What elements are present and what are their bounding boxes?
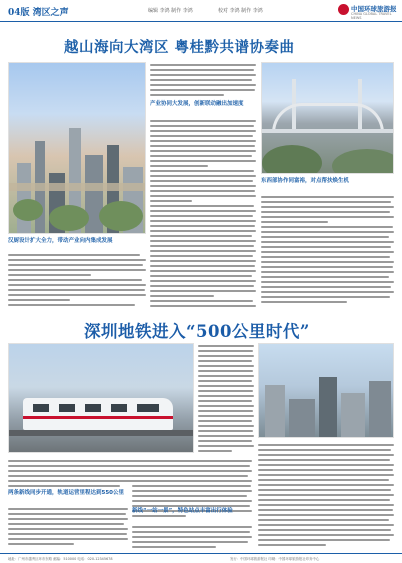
photo-bridge-deck — [262, 129, 394, 133]
story1-photo-bridge — [261, 62, 394, 174]
logo-name: 中国环球旅游报 — [351, 5, 397, 13]
photo-window — [111, 404, 127, 412]
photo-train — [23, 398, 173, 430]
story2-column-mid — [198, 343, 254, 453]
story2-column-1 — [8, 506, 128, 550]
photo-train-stripe — [23, 416, 173, 419]
story2-column-2 — [132, 524, 252, 550]
newspaper-logo — [338, 3, 398, 19]
photo-building — [319, 377, 337, 437]
photo-hill — [262, 145, 322, 174]
proofreader-credit: 校对 李鸿 制作 李鸿 — [218, 8, 263, 14]
editor-credit: 编辑 李鸿 制作 李鸿 — [148, 8, 193, 14]
photo-building — [341, 393, 365, 437]
photo-building — [369, 381, 391, 437]
photo-building — [265, 385, 285, 437]
story1-column-1 — [8, 252, 146, 308]
page-header — [0, 0, 402, 22]
photo-track — [9, 430, 194, 436]
story1-subhead-1: 产业协同大发展，创新联动融出加速度 — [150, 101, 244, 107]
story1-headline: 越山海向大湾区 粤桂黔共谱协奏曲 — [64, 39, 295, 56]
story2-headline: 深圳地铁进入“500公里时代” — [84, 322, 310, 341]
story2-column-3 — [258, 442, 394, 550]
photo-building — [17, 163, 31, 233]
photo-window — [85, 404, 101, 412]
photo-building — [289, 399, 315, 437]
story1-subhead-2: 汉厨设计扩大全力，带动产业向内集成发展 — [8, 238, 113, 244]
photo-window — [33, 404, 49, 412]
photo-tree — [49, 205, 89, 231]
page-footer — [0, 553, 402, 563]
photo-hill — [332, 149, 394, 174]
story1-photo-city — [8, 62, 146, 234]
story1-subhead-3: 东西部协作同富裕，对点帮扶焕生机 — [261, 178, 350, 184]
photo-tree — [13, 199, 43, 221]
photo-tree — [99, 201, 143, 231]
story1-column-2 — [150, 118, 256, 308]
photo-window — [137, 404, 159, 412]
logo-mark-icon — [338, 4, 349, 15]
story1-column-3 — [261, 194, 394, 308]
logo-subtitle: CHINA GLOBAL TRAVEL NEWS — [351, 12, 392, 20]
story2-photo-metro — [8, 343, 194, 453]
story2-subhead-1: 两条新线同步开通，轨道运营里程达到550公里 — [8, 490, 124, 496]
footer-left: 地址：广州市越秀区环市东路 邮编：510000 电话：020-12345678 — [8, 557, 113, 561]
footer-right: 发行：中国环球旅游报社 印刷：中国环球旅游报社印务中心 — [230, 557, 320, 561]
story2-photo-station — [258, 343, 394, 438]
photo-window — [59, 404, 75, 412]
story2-subhead-2: 新线“一站一景”，特色站点丰富出行体验 — [132, 508, 233, 514]
photo-road — [9, 183, 146, 191]
page-label: 04版 湾区之声 — [8, 8, 69, 18]
